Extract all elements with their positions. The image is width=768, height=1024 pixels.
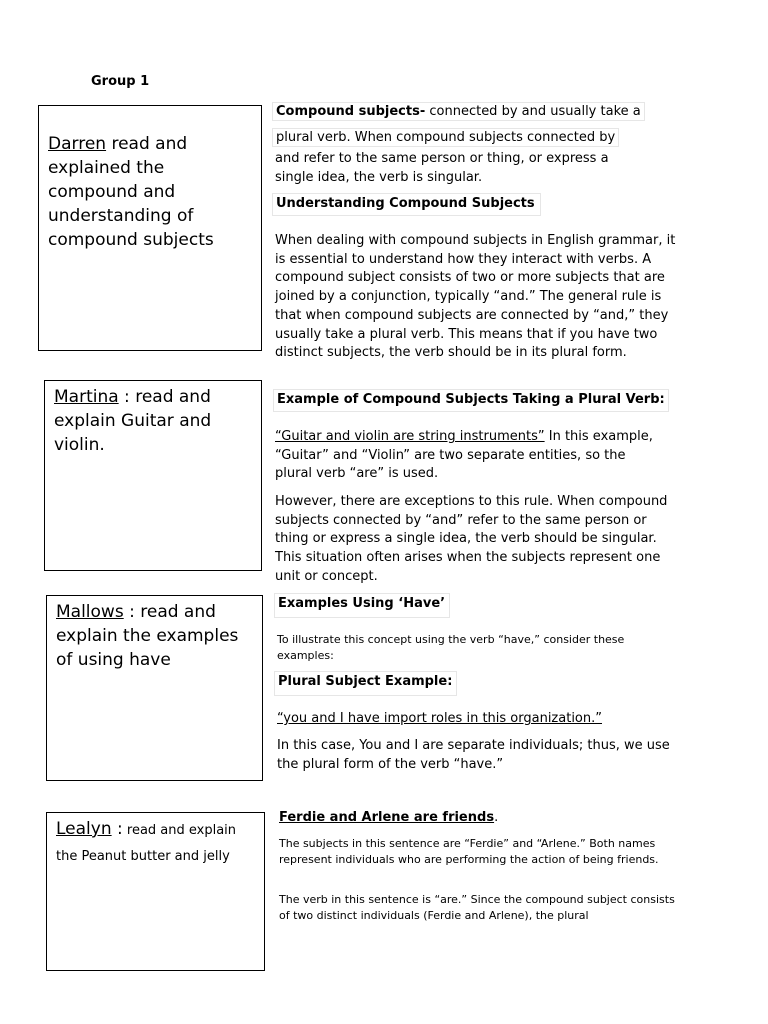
example-heading: Example of Compound Subjects Taking a Plural Verb: — [276, 391, 669, 410]
understanding-paragraph: When dealing with compound subjects in English grammar, it is essential to understand how they interact with verbs. A compound subject consists of two or more subjects that are joined by a conjunction, typically “and.” The general rule is that when compound subjects are connected by “and,” they usually take a plural verb. This means that if you have two distinct subjects, the verb should be in its plural form. — [275, 233, 676, 361]
group-label: Group 1 — [91, 74, 150, 89]
assignment-box-martina — [44, 380, 262, 571]
plural-heading: Plural Subject Example: — [277, 673, 457, 692]
ferdie-paragraph-1: The subjects in this sentence are “Ferdie” and “Arlene.” Both names represent individuals who are performing the action of being friends. — [279, 837, 659, 866]
member-name: Mallows — [56, 602, 124, 622]
assignment-desc: read and explain the Peanut butter and jelly — [56, 823, 237, 864]
assignment-text: Lealyn : read and explain the Peanut butter and jelly — [56, 819, 237, 864]
assignment-desc: read and explain the examples of using have — [56, 602, 239, 670]
guitar-example: “Guitar and violin are string instruments” In this example, “Guitar” and “Violin” are two separate entities, so the plural verb “are” is used. — [275, 429, 653, 482]
member-name: Darren — [48, 134, 107, 154]
case-paragraph: In this case, You and I are separate individuals; thus, we use the plural form of the verb “have.” — [277, 738, 670, 772]
ferdie-heading: Ferdie and Arlene are friends. — [279, 810, 499, 825]
guitar-quote: “Guitar and violin are string instruments” — [275, 429, 545, 444]
understanding-heading: Understanding Compound Subjects — [275, 195, 541, 214]
assignment-box-darren — [38, 105, 262, 351]
assignment-text — [48, 132, 255, 252]
assignment-text: Mallows : read and explain the examples of using have — [56, 602, 239, 670]
assignment-box-lealyn — [46, 812, 265, 971]
assignment-box-mallows — [46, 595, 263, 781]
compound-definition: Compound subjects- connected by and usually take a plural verb. When compound subjects connected by and refer to the same person or thing, or express a single idea, the verb is singular. — [275, 100, 675, 187]
member-name: Lealyn — [56, 819, 112, 839]
assignment-desc: read and explain Guitar and violin. — [54, 387, 212, 455]
have-heading: Examples Using ‘Have’ — [277, 595, 450, 614]
have-intro: To illustrate this concept using the verb “have,” consider these examples: — [277, 633, 625, 662]
assignment-desc: read and explained the compound and understanding of compound subjects — [48, 134, 214, 250]
compound-heading: Compound subjects- — [276, 104, 426, 119]
assignment-text: Martina : read and explain Guitar and violin. — [54, 387, 212, 455]
you-and-i-quote: “you and I have import roles in this organization.” — [277, 711, 602, 726]
member-name: Martina — [54, 387, 119, 407]
ferdie-paragraph-2: The verb in this sentence is “are.” Since the compound subject consists of two distinct individuals (Ferdie and Arlene), the plural — [279, 893, 675, 922]
exception-paragraph: However, there are exceptions to this rule. When compound subjects connected by “and” refer to the same person or thing or express a single idea, the verb should be singular. This situation often arises when the subjects represent one unit or concept. — [275, 494, 668, 584]
